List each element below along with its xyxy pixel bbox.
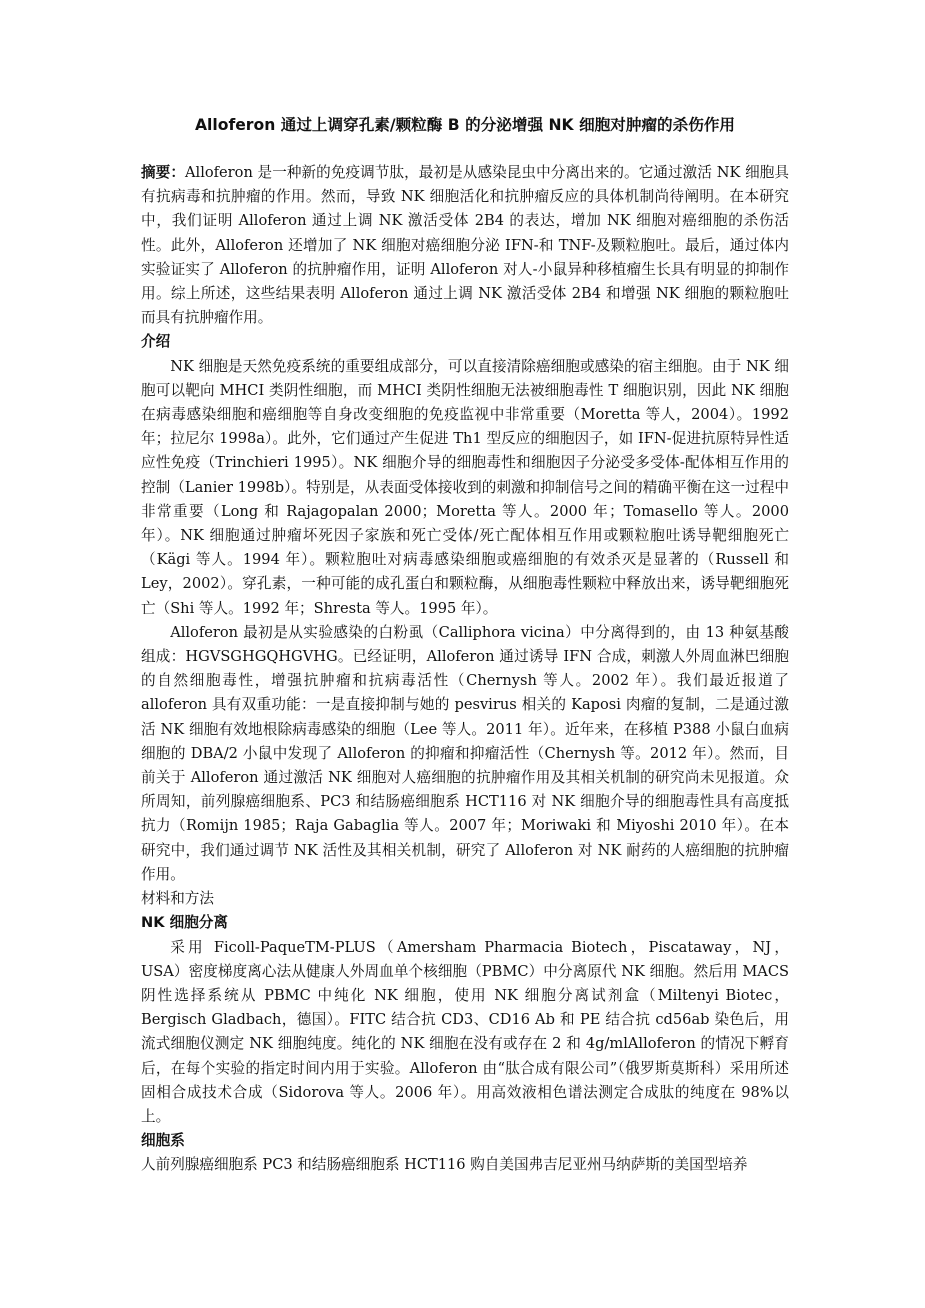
paper-page xyxy=(141,112,789,1178)
paper-title: Alloferon 通过上调穿孔素/颗粒酶 B 的分泌增强 NK 细胞对肿瘤的杀伤作用 xyxy=(194,116,736,134)
intro-paragraph-2: Alloferon 最初是从实验感染的白粉虱（Calliphora vicina）中分离得到的，由 13 种氨基酸组成：HGVSGHGQHGVHG。已经证明，Alloferon 通过诱导 IFN 合成，刺激人外周血淋巴细胞的自然细胞毒性，增强抗肿瘤和抗病毒活性（Chernysh 等人。2002 年）。我们最近报道了 alloferon 具有双重功能：一是直接抑制与她的 pesvirus 相关的 Kaposi 肉瘤的复制，二是通过激活 NK 细胞有效地根除病毒感染的细胞（Lee 等人。2011 年）。近年来，在移植 P388 小鼠白血病细胞的 DBA/2 小鼠中发现了 Alloferon 的抑瘤和抑瘤活性（Chernysh 等。2012 年）。然而，目前关于 Alloferon 通过激活 NK 细胞对人癌细胞的抗肿瘤作用及其相关机制的研究尚未见报道。众所周知，前列腺癌细胞系、PC3 和结肠癌细胞系 HCT116 对 NK 细胞介导的细胞毒性具有高度抵抗力（Romijn 1985；Raja Gabaglia 等人。2007 年；Moriwaki 和 Miyoshi 2010 年）。在本研究中，我们通过调节 NK 活性及其相关机制，研究了 Alloferon 对 NK 耐药的人癌细胞的抗肿瘤作用。 xyxy=(141,623,789,883)
abstract-label: 摘要： xyxy=(141,164,185,181)
abstract xyxy=(141,161,789,330)
intro-heading: 介绍 xyxy=(141,333,171,351)
cell-lines-paragraph: 人前列腺癌细胞系 PC3 和结肠癌细胞系 HCT116 购自美国弗吉尼亚州马纳萨斯的美国型培养 xyxy=(141,1156,748,1174)
abstract-text: Alloferon 是一种新的免疫调节肽，最初是从感染昆虫中分离出来的。它通过激活 NK 细胞具有抗病毒和抗肿瘤的作用。然而，导致 NK 细胞活化和抗肿瘤反应的具体机制尚待阐明。在本研究中，我们证明 Alloferon 通过上调 NK 激活受体 2B4 的表达，增加 NK 细胞对癌细胞的杀伤活性。此外，Alloferon 还增加了 NK 细胞对癌细胞分泌 IFN-和 TNF-及颗粒胞吐。最后，通过体内实验证实了 Alloferon 的抗肿瘤作用，证明 Alloferon 对人-小鼠异种移植瘤生长具有明显的抑制作用。综上所述，这些结果表明 Alloferon 通过上调 NK 激活受体 2B4 和增强 NK 细胞的颗粒胞吐而具有抗肿瘤作用。 xyxy=(141,164,789,327)
cell-lines-heading: 细胞系 xyxy=(141,1132,185,1150)
nk-isolation-paragraph: 采用 Ficoll-PaqueTM-PLUS（Amersham Pharmacia Biotech，Piscataway，NJ，USA）密度梯度离心法从健康人外周血单个核细胞（PBMC）中分离原代 NK 细胞。然后用 MACS 阴性选择系统从 PBMC 中纯化 NK 细胞，使用 NK 细胞分离试剂盒（Miltenyi Biotec，Bergisch Gladbach，德国）。FITC 结合抗 CD3、CD16 Ab 和 PE 结合抗 cd56ab 染色后，用流式细胞仪测定 NK 细胞纯度。纯化的 NK 细胞在没有或存在 2 和 4g/mlAlloferon 的情况下孵育后，在每个实验的指定时间内用于实验。Alloferon 由“肽合成有限公司”（俄罗斯莫斯科）采用所述固相合成技术合成（Sidorova 等人。2006 年）。用高效液相色谱法测定合成肽的纯度在 98%以上。 xyxy=(141,938,789,1125)
methods-heading: 材料和方法 xyxy=(141,890,214,908)
nk-isolation-heading: NK 细胞分离 xyxy=(141,914,228,932)
intro-paragraph-1: NK 细胞是天然免疫系统的重要组成部分，可以直接清除癌细胞或感染的宿主细胞。由于 NK 细胞可以靶向 MHCI 类阴性细胞，而 MHCI 类阴性细胞无法被细胞毒性 T 细胞识别，因此 NK 细胞在病毒感染细胞和癌细胞等自身改变细胞的免疫监视中非常重要（Moretta 等人，2004）。1992 年；拉尼尔 1998a）。此外，它们通过产生促进 Th1 型反应的细胞因子，如 IFN-促进抗原特异性适应性免疫（Trinchieri 1995）。NK 细胞介导的细胞毒性和细胞因子分泌受多受体-配体相互作用的控制（Lanier 1998b）。特别是，从表面受体接收到的刺激和抑制信号之间的精确平衡在这一过程中非常重要（Long 和 Rajagopalan 2000；Moretta 等人。2000 年；Tomasello 等人。2000 年）。NK 细胞通过肿瘤坏死因子家族和死亡受体/死亡配体相互作用或颗粒胞吐诱导靶细胞死亡（Kägi 等人。1994 年）。颗粒胞吐对病毒感染细胞或癌细胞的有效杀灭是显著的（Russell 和 Ley，2002）。穿孔素，一种可能的成孔蛋白和颗粒酶，从细胞毒性颗粒中释放出来，诱导靶细胞死亡（Shi 等人。1992 年；Shresta 等人。1995 年）。 xyxy=(141,357,789,617)
